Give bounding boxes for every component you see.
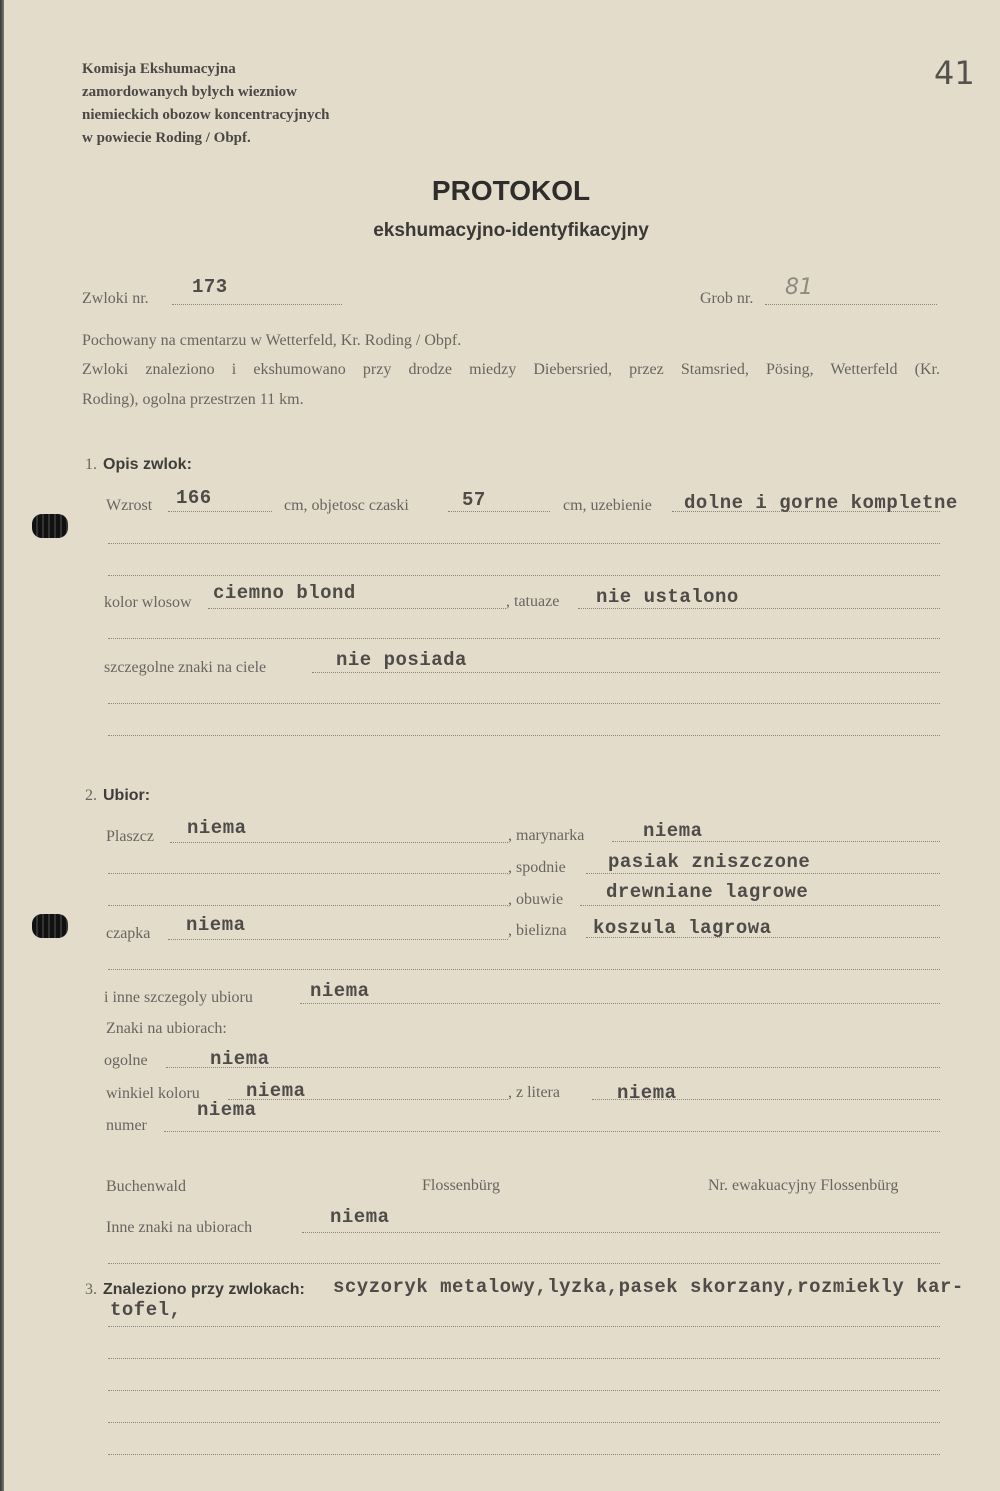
other-details-label: i inne szczegoly ubioru	[104, 989, 253, 1006]
hair-line	[208, 608, 506, 609]
trousers-label: , spodnie	[508, 859, 566, 876]
evacuation-number-label: Nr. ewakuacyjny Flossenbürg	[708, 1177, 899, 1194]
document-title: PROTOKOL	[431, 175, 591, 206]
height-line	[168, 511, 272, 512]
blank-line-9	[108, 1326, 940, 1327]
remains-number-value: 173	[192, 276, 228, 298]
page-number: 41	[934, 54, 975, 92]
general-marks-value: niema	[210, 1048, 270, 1070]
section-1-heading	[85, 456, 192, 474]
body-marks-label: szczegolne znaki na ciele	[104, 659, 267, 676]
blank-line-1	[108, 575, 940, 576]
blank-line-12	[108, 1422, 940, 1423]
number-value: niema	[197, 1099, 257, 1121]
section-1-title: Opis zwlok:	[103, 456, 192, 473]
tattoo-value: nie ustalono	[596, 586, 739, 608]
tattoo-label: , tatuaze	[506, 593, 560, 610]
document-subtitle: ekshumacyjno-identyfikacyjny	[373, 220, 649, 241]
blank-line-11	[108, 1390, 940, 1391]
other-clothing-marks-line	[302, 1232, 940, 1233]
body-marks-value: nie posiada	[336, 649, 467, 671]
triangle-color-value: niema	[246, 1080, 306, 1102]
jacket-label: , marynarka	[508, 827, 585, 844]
blank-line-7	[108, 969, 940, 970]
blank-line-3	[108, 703, 940, 704]
underwear-value: koszula lagrowa	[593, 917, 772, 939]
header-line-2: zamordowanych bylych wiezniow	[82, 84, 297, 100]
header-line-4: w powiecie Roding / Obpf.	[82, 130, 251, 146]
shoes-label: , obuwie	[508, 891, 564, 908]
triangle-color-label: winkiel koloru	[106, 1085, 200, 1102]
height-label: Wzrost	[106, 497, 153, 514]
teeth-continuation-line	[108, 543, 940, 544]
section-1-number: 1.	[85, 456, 97, 473]
skull-line	[448, 511, 550, 512]
grave-number-label: Grob nr.	[700, 290, 754, 307]
trousers-value: pasiak zniszczone	[608, 851, 811, 873]
other-clothing-marks-label: Inne znaki na ubiorach	[106, 1219, 253, 1236]
hair-value: ciemno blond	[213, 582, 356, 604]
cap-label: czapka	[106, 925, 151, 942]
hair-label: kolor wlosow	[104, 594, 192, 611]
remains-number-line	[172, 304, 342, 305]
height-value: 166	[176, 487, 212, 509]
punch-hole-top	[32, 514, 68, 538]
burial-text: Pochowany na cmentarzu w Wetterfeld, Kr. Roding / Obpf.	[82, 332, 462, 349]
remains-number-label: Zwloki nr.	[82, 290, 149, 307]
other-details-value: niema	[310, 980, 370, 1002]
shoes-value: drewniane lagrowe	[606, 881, 809, 903]
letter-label: , z litera	[508, 1084, 560, 1101]
teeth-value: dolne i gorne kompletne	[684, 492, 958, 514]
skull-label: cm, objetosc czaski	[284, 497, 409, 514]
header-line-1: Komisja Ekshumacyjna	[82, 61, 236, 77]
coat-line	[170, 842, 508, 843]
found-items-line-1: scyzoryk metalowy,lyzka,pasek skorzany,rozmiekly kar-	[333, 1276, 964, 1298]
section-2-title: Ubior:	[103, 787, 151, 804]
letter-value: niema	[617, 1082, 677, 1104]
blank-line-13	[108, 1454, 940, 1455]
other-details-line	[300, 1003, 940, 1004]
section-2-number: 2.	[85, 787, 97, 804]
camp-flossenburg-label: Flossenbürg	[422, 1177, 500, 1194]
number-label: numer	[106, 1117, 147, 1134]
blank-line-2	[108, 638, 940, 639]
found-text-line-1: Zwloki znaleziono i ekshumowano przy drodze miedzy Diebersried, przez Stamsried, Pösing, Wetterfeld (Kr.	[82, 361, 940, 378]
body-marks-line	[312, 672, 940, 673]
tattoo-line	[578, 608, 940, 609]
cap-line	[168, 939, 508, 940]
camp-buchenwald-label: Buchenwald	[106, 1178, 186, 1195]
skull-value: 57	[462, 489, 486, 511]
marks-on-clothes-label: Znaki na ubiorach:	[106, 1020, 227, 1037]
blank-line-6	[108, 905, 508, 906]
section-3-number: 3.	[85, 1281, 97, 1298]
number-line	[164, 1131, 940, 1132]
section-3-title: Znaleziono przy zwlokach:	[103, 1281, 305, 1298]
cap-value: niema	[186, 914, 246, 936]
blank-line-8	[108, 1263, 940, 1264]
jacket-value: niema	[643, 820, 703, 842]
blank-line-10	[108, 1358, 940, 1359]
general-marks-line	[166, 1067, 940, 1068]
section-2-heading	[85, 787, 150, 805]
other-clothing-marks-value: niema	[330, 1206, 390, 1228]
underwear-label: , bielizna	[508, 922, 567, 939]
section-3-heading	[85, 1281, 305, 1299]
trousers-line	[586, 873, 940, 874]
punch-hole-bottom	[32, 914, 68, 938]
coat-value: niema	[187, 817, 247, 839]
general-marks-label: ogolne	[104, 1052, 148, 1069]
header-line-3: niemieckich obozow koncentracyjnych	[82, 107, 330, 123]
commission-header	[82, 58, 329, 150]
found-items-line-2: tofel,	[110, 1299, 182, 1321]
shoes-line	[580, 905, 940, 906]
grave-number-value: 81	[785, 275, 813, 300]
grave-number-line	[765, 304, 937, 305]
blank-line-5	[108, 873, 508, 874]
teeth-label: cm, uzebienie	[563, 497, 652, 514]
found-text-line-2: Roding), ogolna przestrzen 11 km.	[82, 391, 304, 408]
coat-label: Plaszcz	[106, 828, 154, 845]
blank-line-4	[108, 735, 940, 736]
